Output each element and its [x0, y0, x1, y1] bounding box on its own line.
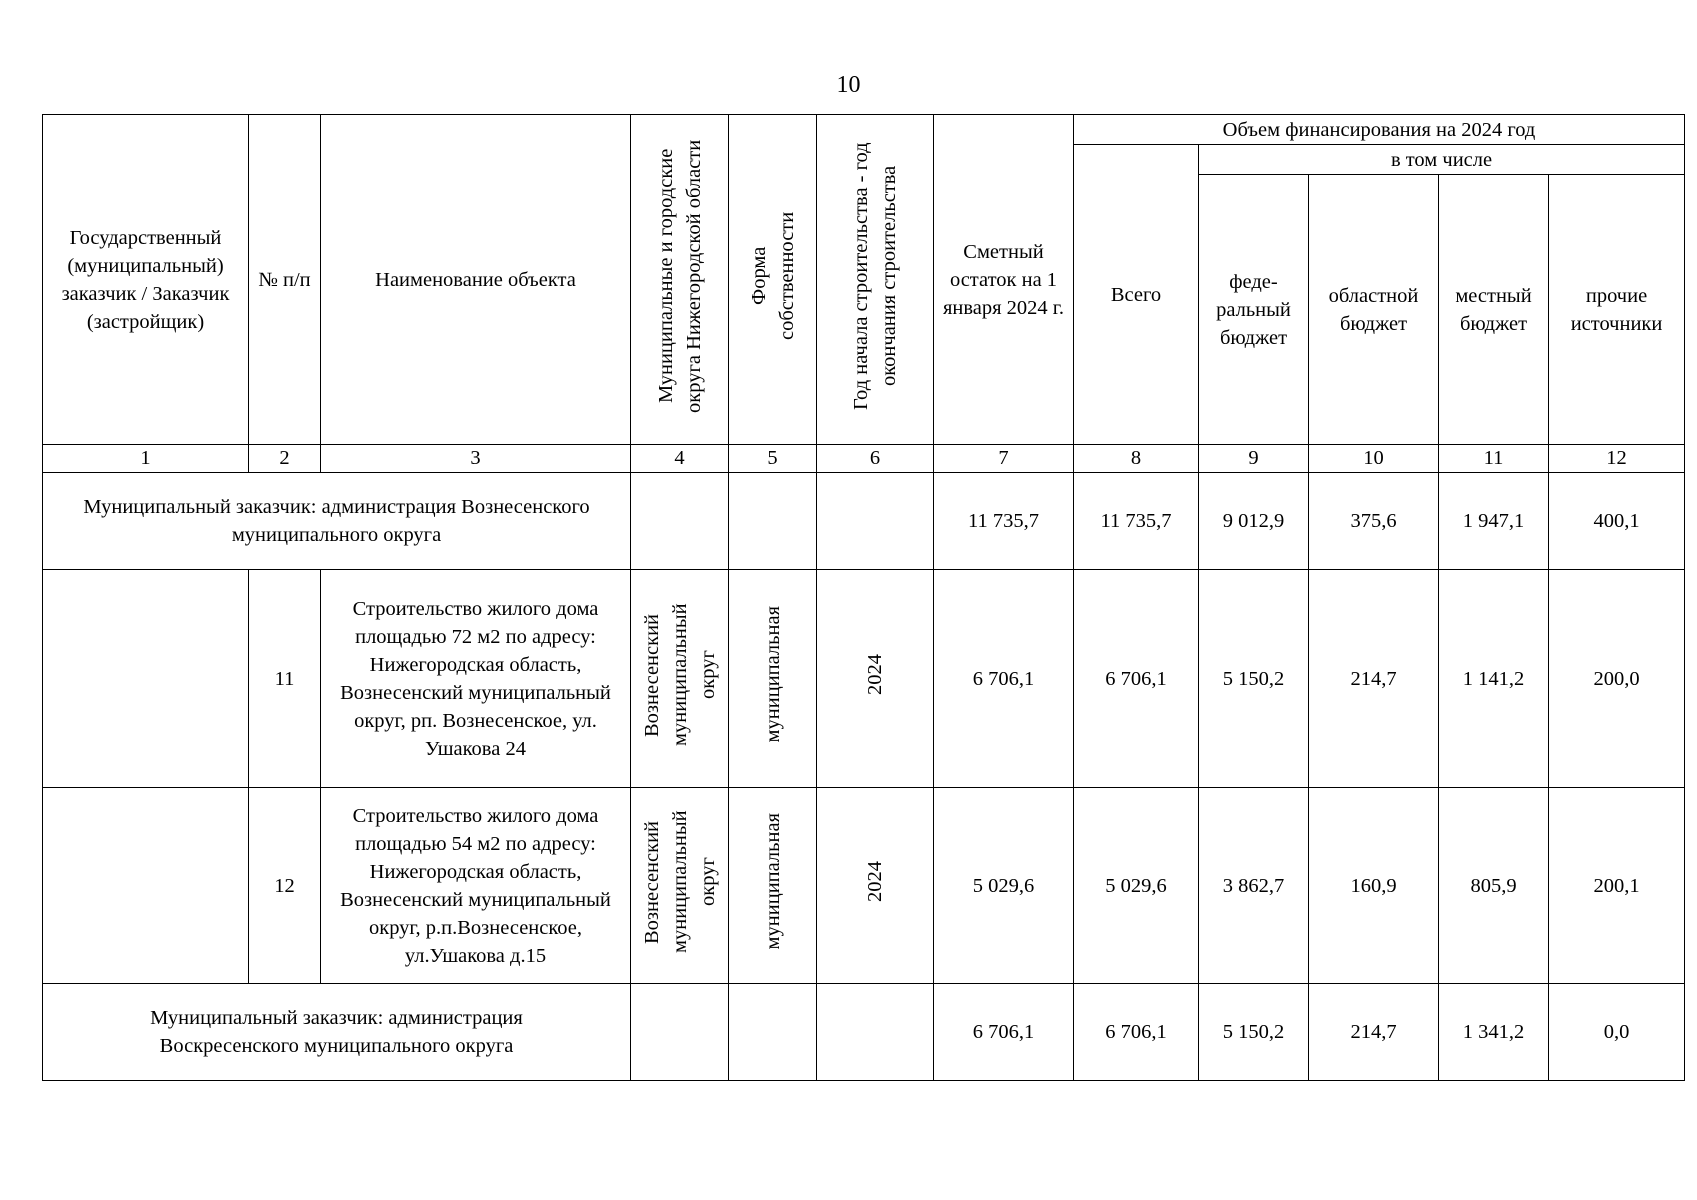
header-districts-cell — [631, 115, 729, 445]
table-row — [43, 570, 1685, 788]
header-years-cell — [817, 115, 934, 445]
column-number: 5 — [729, 445, 817, 473]
district-cell — [631, 984, 729, 1081]
table-row — [43, 473, 1685, 570]
column-number: 7 — [934, 445, 1074, 473]
column-number: 2 — [249, 445, 321, 473]
district-cell: Вознесенский муниципальный округ — [640, 603, 719, 746]
ownership-cell — [729, 473, 817, 570]
column-number: 10 — [1309, 445, 1439, 473]
ownership-cell-wrap — [729, 788, 817, 984]
header-num: № п/п — [249, 115, 321, 445]
column-number: 12 — [1549, 445, 1685, 473]
table-row — [43, 984, 1685, 1081]
year-cell — [817, 473, 934, 570]
federal-cell: 5 150,2 — [1199, 570, 1309, 788]
object-name: Строительство жилого дома площадью 72 м2 по адресу: Нижегородская область, Вознесенский муниципальный округ, рп. Вознесенское, ул. Ушакова 24 — [321, 570, 631, 788]
table-row — [43, 788, 1685, 984]
regional-cell: 214,7 — [1309, 984, 1439, 1081]
header-regional: областной бюджет — [1309, 175, 1439, 445]
column-number: 1 — [43, 445, 249, 473]
column-number: 11 — [1439, 445, 1549, 473]
district-cell-wrap — [631, 570, 729, 788]
total-cell: 6 706,1 — [1074, 570, 1199, 788]
regional-cell: 160,9 — [1309, 788, 1439, 984]
federal-cell: 9 012,9 — [1199, 473, 1309, 570]
district-cell: Вознесенский муниципальный округ — [640, 810, 719, 953]
group-customer: Муниципальный заказчик: администрация Вознесенского муниципального округа — [43, 473, 631, 570]
item-num: 11 — [249, 570, 321, 788]
regional-cell: 214,7 — [1309, 570, 1439, 788]
item-num: 12 — [249, 788, 321, 984]
total-cell: 5 029,6 — [1074, 788, 1199, 984]
other-cell: 0,0 — [1549, 984, 1685, 1081]
year-cell-wrap — [817, 570, 934, 788]
header-other: прочие источники — [1549, 175, 1685, 445]
year-cell: 2024 — [864, 861, 886, 902]
local-cell: 1 341,2 — [1439, 984, 1549, 1081]
column-number: 8 — [1074, 445, 1199, 473]
header-years: Год начала строительства - год окончания строительства — [850, 141, 900, 410]
column-number: 3 — [321, 445, 631, 473]
header-estimate: Сметный остаток на 1 января 2024 г. — [934, 115, 1074, 445]
estimate-cell: 5 029,6 — [934, 788, 1074, 984]
header-customer: Государственный (муниципальный) заказчик / Заказчик (застройщик) — [43, 115, 249, 445]
header-districts: Муниципальные и городские округа Нижегородской области — [654, 138, 705, 413]
customer-cell — [43, 788, 249, 984]
total-cell: 11 735,7 — [1074, 473, 1199, 570]
estimate-cell: 11 735,7 — [934, 473, 1074, 570]
year-cell-wrap — [817, 788, 934, 984]
year-cell: 2024 — [864, 654, 886, 695]
district-cell-wrap — [631, 788, 729, 984]
ownership-cell: муниципальная — [761, 813, 784, 950]
header-federal: феде-ральный бюджет — [1199, 175, 1309, 445]
other-cell: 400,1 — [1549, 473, 1685, 570]
local-cell: 805,9 — [1439, 788, 1549, 984]
federal-cell: 5 150,2 — [1199, 984, 1309, 1081]
header-including: в том числе — [1199, 145, 1685, 175]
estimate-cell: 6 706,1 — [934, 570, 1074, 788]
column-number: 9 — [1199, 445, 1309, 473]
column-number: 6 — [817, 445, 934, 473]
column-number: 4 — [631, 445, 729, 473]
header-total: Всего — [1074, 145, 1199, 445]
estimate-cell: 6 706,1 — [934, 984, 1074, 1081]
customer-cell — [43, 570, 249, 788]
regional-cell: 375,6 — [1309, 473, 1439, 570]
ownership-cell: муниципальная — [761, 606, 784, 743]
year-cell — [817, 984, 934, 1081]
header-local: местный бюджет — [1439, 175, 1549, 445]
header-funding: Объем финансирования на 2024 год — [1074, 115, 1685, 145]
other-cell: 200,0 — [1549, 570, 1685, 788]
group-customer: Муниципальный заказчик: администрация Воскресенского муниципального округа — [43, 984, 631, 1081]
district-cell — [631, 473, 729, 570]
object-name: Строительство жилого дома площадью 54 м2 по адресу: Нижегородская область, Вознесенский муниципальный округ, р.п.Вознесенское, ул.Ушакова д.15 — [321, 788, 631, 984]
page-number: 10 — [836, 72, 861, 98]
header-ownership: Форма собственности — [747, 211, 798, 340]
ownership-cell-wrap — [729, 570, 817, 788]
ownership-cell — [729, 984, 817, 1081]
funding-table — [42, 114, 1685, 1081]
federal-cell: 3 862,7 — [1199, 788, 1309, 984]
total-cell: 6 706,1 — [1074, 984, 1199, 1081]
header-ownership-cell — [729, 115, 817, 445]
other-cell: 200,1 — [1549, 788, 1685, 984]
header-object-name: Наименование объекта — [321, 115, 631, 445]
local-cell: 1 947,1 — [1439, 473, 1549, 570]
local-cell: 1 141,2 — [1439, 570, 1549, 788]
column-number-row — [43, 445, 1685, 473]
